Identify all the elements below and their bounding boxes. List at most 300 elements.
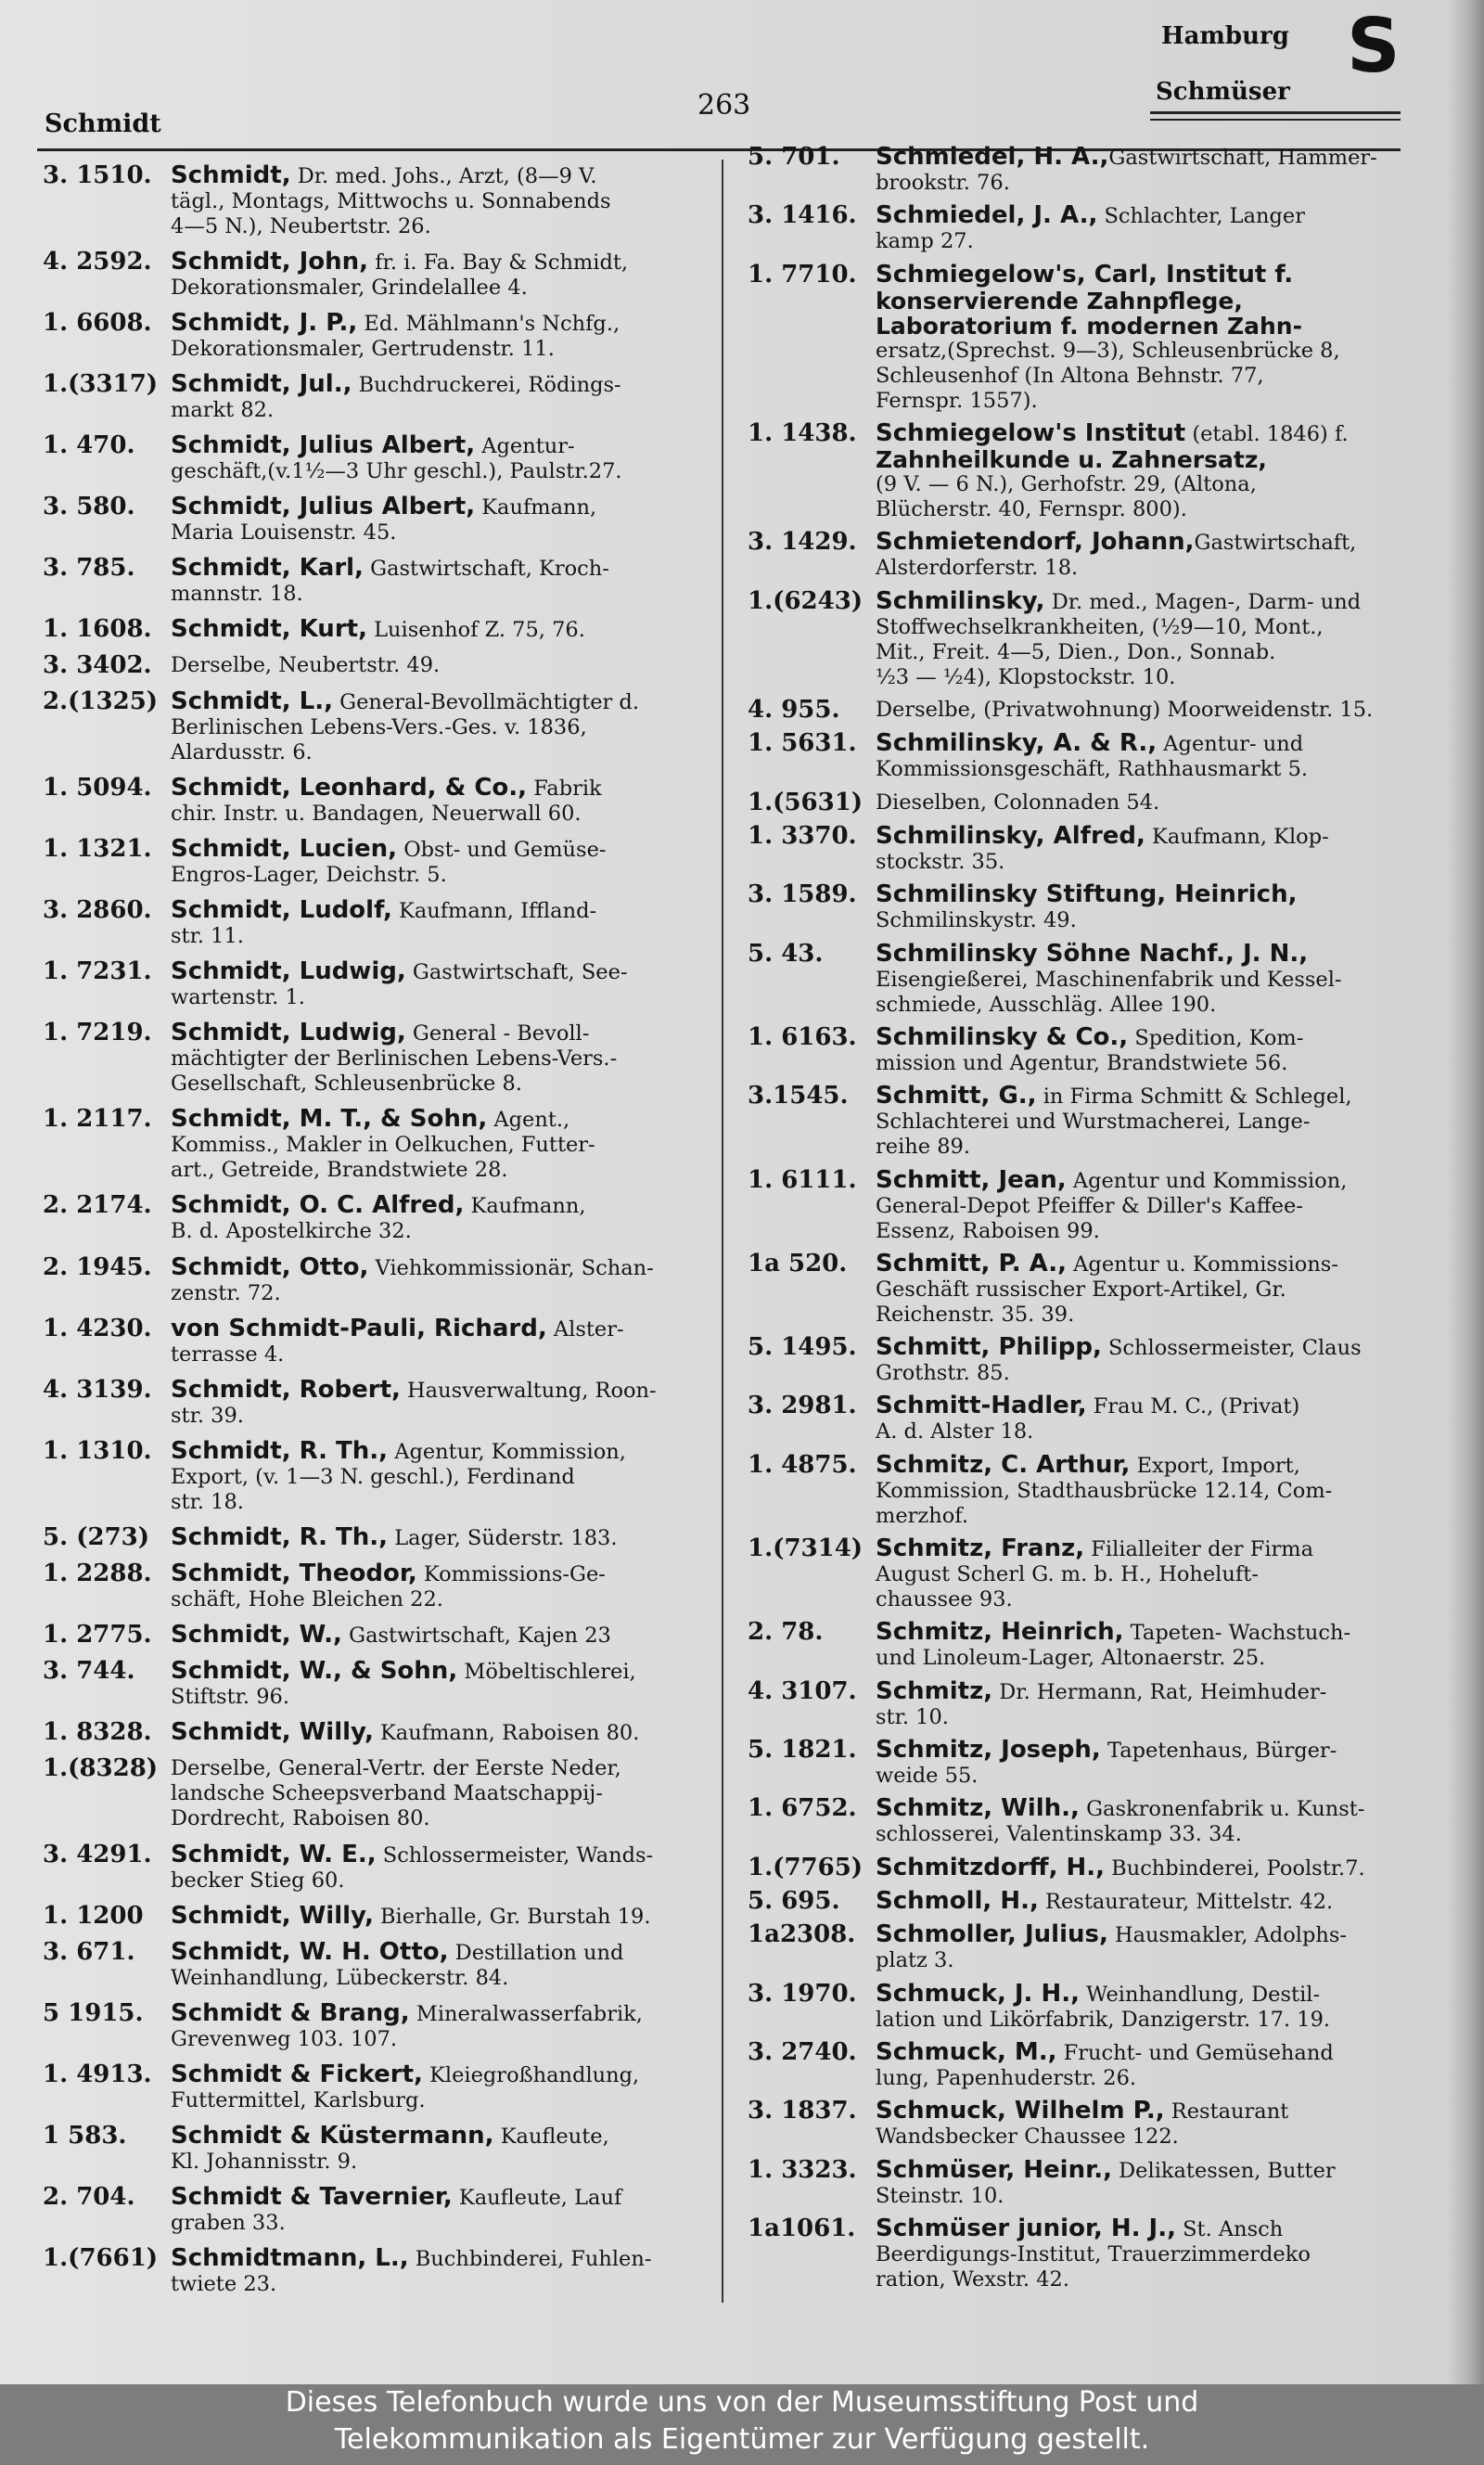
phone-number: 5. 701. (748, 143, 840, 171)
entry-continuation: weide 55. (876, 1764, 979, 1789)
entry-continuation: Grevenweg 103. 107. (171, 2026, 398, 2051)
entry-continuation: reihe 89. (876, 1135, 971, 1160)
phone-number: 1. 1438. (748, 418, 857, 447)
entry-name: von Schmidt-Pauli, Richard, (171, 1314, 547, 1342)
phone-number: 1. 7231. (43, 957, 152, 986)
entry-details: Gaskronenfabrik u. Kunst- (1079, 1797, 1365, 1822)
entry-continuation: Eisengießerei, Maschinenfabrik und Kessel- (876, 967, 1342, 992)
phone-number: 1. 1200 (43, 1901, 144, 1930)
directory-entry (43, 433, 709, 484)
entry-name: Schmoller, Julius, (876, 1920, 1108, 1949)
directory-entry (748, 1335, 1423, 1386)
directory-entry (43, 1937, 709, 1991)
entry-continuation: mission und Agentur, Brandstwiete 56. (876, 1050, 1288, 1075)
entry-details: Buchbinderei, Poolstr.7. (1105, 1855, 1365, 1881)
entry-continuation: Maria Louisenstr. 45. (171, 520, 397, 546)
entry-continuation: ration, Wexstr. 42. (876, 2267, 1070, 2292)
column-divider (722, 160, 723, 2303)
entry-details: Destillation und (448, 1940, 624, 1965)
phone-number: 3. 1589. (748, 880, 857, 909)
phone-number: 1. 6163. (748, 1022, 857, 1051)
footer-notice (0, 2384, 1484, 2465)
phone-number: 1.(5631) (748, 788, 864, 816)
entry-details: Restaurateur, Mittelstr. 42. (1038, 1890, 1334, 1915)
directory-entry (748, 939, 1423, 1018)
phone-number: 3.1545. (748, 1082, 849, 1111)
entry-name: Schmitz, C. Arthur, (876, 1450, 1131, 1479)
entry-name: Schmuck, J. H., (876, 1979, 1080, 2008)
entry-details: (etabl. 1846) f. (1185, 421, 1349, 446)
phone-number: 3. 1837. (748, 2097, 857, 2125)
directory-entry (748, 586, 1423, 690)
directory-entry (748, 2216, 1423, 2292)
entry-continuation: Berlinischen Lebens-Vers.-Ges. v. 1836, (171, 715, 587, 740)
entry-continuation: konservierende Zahnpflege, (876, 287, 1243, 315)
phone-number: 2. 704. (43, 2182, 135, 2211)
phone-number: 5. (273) (43, 1522, 150, 1551)
directory-entry (43, 617, 709, 643)
directory-entry (43, 311, 709, 362)
entry-name: Schmilinsky Stiftung, Heinrich, (876, 880, 1298, 909)
entry-name: Schmidt, Julius Albert, (171, 493, 476, 521)
entry-details: Export, Import, (1130, 1453, 1300, 1478)
entry-name: Schmilinsky, A. & R., (876, 729, 1158, 758)
phone-number: 1.(7314) (748, 1534, 864, 1563)
phone-number: 1. 6752. (748, 1794, 857, 1823)
entry-name: Schmidt, W. E., (171, 1840, 377, 1868)
entry-continuation: markt 82. (171, 398, 275, 423)
directory-entry (43, 1842, 709, 1894)
phone-number: 1. 4913. (43, 2060, 152, 2088)
entry-details: Delikatessen, Butter (1111, 2158, 1336, 2183)
entry-name: Schmitt-Hadler, (876, 1392, 1087, 1420)
entry-details: Agentur- (475, 434, 575, 459)
entry-continuation: Alardusstr. 6. (171, 740, 313, 765)
phone-number: 5. 695. (748, 1887, 840, 1916)
entry-name: Schmidt, M. T., & Sohn, (171, 1105, 488, 1134)
entry-name: Schmidt, Willy, (171, 1901, 374, 1930)
phone-number: 3. 1970. (748, 1979, 857, 2008)
phone-number: 3. 2981. (748, 1392, 857, 1420)
entry-details: Schlossermeister, Wands- (376, 1842, 654, 1868)
entry-name: Schmüser junior, H. J., (876, 2215, 1176, 2242)
phone-number: 2.(1325) (43, 687, 159, 716)
entry-details: in Firma Schmitt & Schlegel, (1036, 1085, 1352, 1110)
phone-number: 3. 744. (43, 1656, 135, 1685)
entry-name: Schmiegelow's, Carl, Institut f. (876, 260, 1294, 289)
phone-number: 1. 8328. (43, 1717, 152, 1746)
phone-number: 1. 3323. (748, 2155, 857, 2184)
phone-number: 1.(7765) (748, 1853, 864, 1881)
entry-continuation: Gesellschaft, Schleusenbrücke 8. (171, 1072, 522, 1097)
phone-number: 3. 3402. (43, 651, 152, 680)
entry-continuation: merzhof. (876, 1503, 968, 1528)
entry-details: Dr. med. Johs., Arzt, (8—9 V. (290, 164, 597, 188)
entry-details: Derselbe, Neubertstr. 49. (171, 653, 441, 678)
entry-name: Schmidt, Otto, (171, 1252, 369, 1281)
entry-name: Schmitz, Franz, (876, 1534, 1085, 1563)
directory-entry (43, 1656, 709, 1710)
entry-continuation: lung, Papenhuderstr. 26. (876, 2066, 1137, 2091)
entry-details: Kleiegroßhandlung, (422, 2062, 640, 2087)
entry-continuation: wartenstr. 1. (171, 985, 305, 1010)
entry-continuation: Zahnheilkunde u. Zahnersatz, (876, 445, 1267, 473)
entry-continuation: platz 3. (876, 1948, 954, 1973)
phone-number: 1. 2117. (43, 1105, 152, 1134)
entry-details: Hausverwaltung, Roon- (400, 1378, 657, 1403)
entry-continuation: Fernspr. 1557). (876, 388, 1038, 413)
entry-name: Schmidt, Willy, (171, 1717, 374, 1746)
directory-entry (748, 790, 1423, 815)
entry-details: Schlachter, Langer (1097, 204, 1305, 229)
entry-continuation: Dordrecht, Raboisen 80. (171, 1805, 430, 1830)
entry-continuation: Dekorationsmaler, Grindelallee 4. (171, 276, 528, 301)
phone-number: 3. 1416. (748, 201, 857, 230)
entry-continuation: Laboratorium f. modernen Zahn- (876, 312, 1302, 340)
directory-entry (43, 556, 709, 607)
entry-continuation: Steinstr. 10. (876, 2183, 1004, 2208)
phone-number: 2. 78. (748, 1618, 824, 1647)
entry-name: Schmidt, R. Th., (171, 1436, 389, 1465)
phone-number: 5. 1495. (748, 1333, 857, 1362)
header-rule-top (1150, 111, 1401, 114)
entry-details: Kaufmann, Klop- (1145, 824, 1329, 849)
directory-entry (43, 1753, 709, 1831)
phone-number: 1.(6243) (748, 586, 864, 615)
phone-number: 1. 5094. (43, 774, 152, 802)
directory-entry (43, 250, 709, 301)
entry-details: Dr. med., Magen-, Darm- und (1044, 589, 1362, 614)
entry-name: Schmilinsky, (876, 586, 1045, 615)
entry-details: Frau M. C., (Privat) (1086, 1394, 1300, 1419)
directory-entry (748, 2099, 1423, 2150)
entry-name: Schmidt & Tavernier, (171, 2182, 453, 2211)
entry-details: Tapetenhaus, Bürger- (1100, 1739, 1337, 1764)
entry-continuation: tägl., Montags, Mittwochs u. Sonnabends (171, 189, 611, 213)
entry-continuation: A. d. Alster 18. (876, 1419, 1034, 1444)
entry-details: Kaufmann, (475, 495, 597, 520)
entry-details: Weinhandlung, Destil- (1080, 1982, 1321, 2007)
entry-details: Gastwirtschaft, (1194, 531, 1357, 556)
entry-continuation: Kommiss., Makler in Oelkuchen, Futter- (171, 1133, 595, 1158)
phone-number: 1. 2775. (43, 1620, 152, 1649)
directory-entry (43, 1107, 709, 1183)
page-number: 263 (697, 89, 751, 122)
header-right-keyword: Schmüser (1156, 78, 1290, 106)
directory-entry (43, 2062, 709, 2113)
entry-continuation: lation und Likörfabrik, Danzigerstr. 17. 19. (876, 2007, 1331, 2032)
directory-entry (43, 2121, 709, 2175)
entry-details: Gastwirtschaft, Hammer- (1108, 146, 1377, 170)
entry-details: Obst- und Gemüse- (397, 838, 607, 863)
entry-details: Agentur und Kommission, (1066, 1168, 1348, 1193)
directory-entry (748, 882, 1423, 933)
entry-name: Schmitz, Heinrich, (876, 1618, 1124, 1647)
entry-continuation: zenstr. 72. (171, 1280, 281, 1305)
phone-number: 1.(7661) (43, 2244, 159, 2272)
phone-number: 1. 5631. (748, 729, 857, 758)
phone-number: 3. 4291. (43, 1840, 152, 1868)
directory-entry (748, 203, 1423, 254)
entry-name: Schmidt & Fickert, (171, 2060, 423, 2088)
phone-number: 3. 2860. (43, 896, 152, 925)
directory-entry (43, 1193, 709, 1244)
entry-continuation: graben 33. (171, 2210, 286, 2235)
entry-continuation: Kommissionsgeschäft, Rathhausmarkt 5. (876, 757, 1309, 782)
phone-number: 3. 671. (43, 1937, 135, 1966)
entry-details: Möbeltischlerei, (457, 1659, 636, 1684)
entry-name: Schmiedel, J. A., (876, 201, 1098, 230)
entry-name: Schmitt, Philipp, (876, 1333, 1102, 1362)
entry-continuation: Schleusenhof (In Altona Behnstr. 77, (876, 363, 1264, 388)
entry-details: Frucht- und Gemüsehand (1056, 2041, 1334, 2066)
entry-continuation: ersatz,(Sprechst. 9—3), Schleusenbrücke 8, (876, 338, 1340, 363)
directory-entry (748, 1084, 1423, 1160)
directory-entry (43, 1375, 709, 1429)
header-rule-top-2 (1150, 119, 1401, 121)
entry-name: Schmietendorf, Johann, (876, 528, 1195, 557)
directory-entry (43, 1436, 709, 1515)
directory-entry (748, 1536, 1423, 1612)
entry-continuation: B. d. Apostelkirche 32. (171, 1219, 412, 1244)
page-edge-shadow (1447, 0, 1484, 2384)
entry-details: Gastwirtschaft, See- (405, 960, 628, 985)
phone-number: 2. 1945. (43, 1252, 152, 1281)
entry-continuation: Geschäft russischer Export-Artikel, Gr. (876, 1277, 1286, 1302)
directory-entry (43, 689, 709, 765)
directory-entry (43, 1522, 709, 1551)
directory-entry (748, 2040, 1423, 2091)
phone-number: 4. 955. (748, 695, 840, 724)
entry-continuation: Stiftstr. 96. (171, 1684, 289, 1709)
entry-name: Schmidt, Theodor, (171, 1559, 417, 1587)
entry-continuation: str. 18. (171, 1489, 244, 1514)
entry-name: Schmidt, W., & Sohn, (171, 1656, 458, 1685)
entry-continuation: Wandsbecker Chaussee 122. (876, 2125, 1179, 2150)
entry-continuation: art., Getreide, Brandstwiete 28. (171, 1158, 508, 1183)
entry-continuation: str. 39. (171, 1403, 244, 1428)
entry-details: Kaufmann, (464, 1194, 586, 1219)
directory-entry (748, 1676, 1423, 1730)
entry-details: Luisenhof Z. 75, 76. (366, 618, 585, 643)
entry-details: Viehkommissionär, Schan- (368, 1255, 654, 1280)
entry-details: Buchbinderei, Fuhlen- (408, 2247, 652, 2271)
entry-name: Schmidt, R. Th., (171, 1522, 389, 1551)
entry-details: General - Bevoll- (405, 1021, 590, 1046)
entry-continuation: und Linoleum-Lager, Altonaerstr. 25. (876, 1646, 1266, 1671)
header-city: Hamburg (1161, 22, 1289, 50)
entry-name: Schmilinsky Söhne Nachf., J. N., (876, 939, 1309, 968)
phone-number: 3. 2740. (748, 2038, 857, 2067)
phone-number: 5 1915. (43, 1998, 144, 2027)
directory-entry (748, 1165, 1423, 1244)
directory-entry (748, 530, 1423, 581)
entry-name: Schmitz, (876, 1676, 993, 1705)
entry-continuation: ½3 — ½4), Klopstockstr. 10. (876, 664, 1176, 689)
entry-details: Buchdruckerei, Rödings- (352, 373, 621, 398)
entry-name: Schmüser, Heinr., (876, 2155, 1112, 2184)
entry-details: Kaufmann, Raboisen 80. (373, 1720, 640, 1745)
entry-continuation: Alsterdorferstr. 18. (876, 556, 1079, 581)
phone-number: 4. 2592. (43, 248, 152, 276)
directory-entry (43, 372, 709, 423)
header-left-keyword: Schmidt (45, 109, 161, 138)
directory-entry (43, 776, 709, 827)
directory-entry (748, 1450, 1423, 1529)
entry-continuation: becker Stieg 60. (171, 1868, 345, 1893)
phone-number: 1.(8328) (43, 1753, 159, 1782)
entry-continuation: mächtigter der Berlinischen Lebens-Vers.- (171, 1046, 618, 1072)
phone-number: 5. 43. (748, 939, 824, 968)
directory-entry (748, 2155, 1423, 2209)
entry-details: Restaurant (1164, 2099, 1289, 2125)
entry-details: Derselbe, (Privatwohnung) Moorweidenstr. 15. (876, 697, 1374, 722)
phone-number: 1. 1321. (43, 835, 152, 864)
entry-details: Derselbe, General-Vertr. der Eerste Neder, (171, 1755, 621, 1780)
directory-entry (748, 418, 1423, 522)
entry-name: Schmidt, J. P., (171, 309, 358, 338)
entry-name: Schmidt & Küstermann, (171, 2121, 494, 2150)
phone-number: 4. 3107. (748, 1676, 857, 1705)
entry-name: Schmidt, W., (171, 1620, 342, 1649)
entry-name: Schmidtmann, L., (171, 2244, 409, 2272)
entry-continuation: Stoffwechselkrankheiten, (½9—10, Mont., (876, 614, 1324, 639)
directory-entry (43, 1021, 709, 1097)
directory-entry (43, 1717, 709, 1746)
entry-name: Schmiedel, H. A., (876, 143, 1109, 171)
directory-entry (43, 837, 709, 888)
entry-continuation: Reichenstr. 35. 39. (876, 1302, 1075, 1327)
entry-continuation: Schmilinskystr. 49. (876, 908, 1077, 933)
entry-continuation: chaussee 93. (876, 1587, 1013, 1612)
entry-continuation: kamp 27. (876, 229, 974, 254)
directory-entry (748, 1393, 1423, 1444)
directory-entry (43, 1561, 709, 1612)
entry-details: St. Ansch (1175, 2217, 1284, 2241)
entry-continuation: Kommission, Stadthausbrücke 12.14, Com- (876, 1478, 1333, 1503)
entry-details: General-Bevollmächtigter d. (332, 690, 639, 715)
directory-entry (43, 2182, 709, 2236)
entry-name: Schmidt, Lucien, (171, 835, 398, 864)
entry-details: Fabrik (527, 777, 602, 802)
phone-number: 1.(3317) (43, 370, 159, 399)
directory-entry (748, 145, 1423, 196)
entry-name: Schmoll, H., (876, 1887, 1039, 1916)
phone-number: 3. 1429. (748, 528, 857, 557)
entry-continuation: stockstr. 35. (876, 849, 1005, 874)
footer-line-1: Dieses Telefonbuch wurde uns von der Museumsstiftung Post und (285, 2386, 1199, 2419)
entry-details: Kommissions-Ge- (416, 1561, 606, 1586)
phone-number: 1a1061. (748, 2215, 856, 2242)
entry-name: Schmilinsky, Alfred, (876, 821, 1145, 850)
entry-continuation: August Scherl G. m. b. H., Hoheluft- (876, 1562, 1259, 1587)
entry-details: Filialleiter der Firma (1084, 1537, 1314, 1562)
entry-details: Mineralwasserfabrik, (409, 2001, 643, 2026)
entry-details: Kaufmann, Iffland- (391, 899, 597, 924)
entry-name: Schmidt, (171, 161, 291, 189)
entry-continuation: Mit., Freit. 4—5, Dien., Don., Sonnab. (876, 639, 1276, 664)
directory-entry (748, 1855, 1423, 1881)
entry-continuation: Essenz, Raboisen 99. (876, 1218, 1100, 1243)
entry-name: Schmuck, Wilhelm P., (876, 2097, 1165, 2125)
entry-continuation: chir. Instr. u. Bandagen, Neuerwall 60. (171, 802, 582, 827)
directory-entry (748, 1796, 1423, 1847)
directory-entry (43, 653, 709, 678)
directory-entry (748, 1889, 1423, 1915)
directory-entry (43, 163, 709, 239)
header-letter: S (1347, 3, 1401, 89)
entry-name: Schmitzdorff, H., (876, 1853, 1106, 1881)
phone-number: 4. 3139. (43, 1375, 152, 1404)
entry-details: Gastwirtschaft, Kajen 23 (341, 1623, 611, 1648)
entry-name: Schmidt, Ludwig, (171, 1019, 406, 1047)
entry-continuation: schmiede, Ausschläg. Allee 190. (876, 992, 1217, 1017)
entry-continuation: Engros-Lager, Deichstr. 5. (171, 863, 447, 888)
entry-details: Tapeten- Wachstuch- (1123, 1621, 1351, 1646)
entry-continuation: Schlachterei und Wurstmacherei, Lange- (876, 1110, 1311, 1135)
entry-name: Schmitz, Wilh., (876, 1794, 1080, 1823)
directory-entry (748, 1979, 1423, 2033)
entry-name: Schmidt, John, (171, 248, 369, 276)
entry-details: Spedition, Kom- (1128, 1025, 1304, 1050)
phone-number: 1 583. (43, 2121, 127, 2150)
entry-name: Schmidt, Kurt, (171, 615, 367, 644)
entry-name: Schmitt, Jean, (876, 1165, 1067, 1194)
entry-details: Lager, Süderstr. 183. (388, 1525, 618, 1550)
entry-details: Dieselben, Colonnaden 54. (876, 790, 1160, 815)
entry-continuation: landsche Scheepsverband Maatschappij- (171, 1780, 603, 1805)
entry-details: Agentur, Kommission, (388, 1439, 626, 1464)
entry-continuation: terrasse 4. (171, 1342, 285, 1367)
entry-details: Agentur- und (1157, 732, 1304, 757)
directory-entry (43, 494, 709, 546)
directory-entry (43, 1901, 709, 1930)
entry-continuation: brookstr. 76. (876, 171, 1010, 195)
directory-entry (748, 1249, 1423, 1328)
entry-name: Schmidt, L., (171, 687, 333, 716)
directory-entry (43, 1316, 709, 1367)
entry-continuation: geschäft,(v.1½—3 Uhr geschl.), Paulstr.27. (171, 459, 622, 484)
entry-name: Schmidt, Ludolf, (171, 896, 392, 925)
entry-name: Schmidt, Julius Albert, (171, 431, 476, 460)
entry-continuation: 4—5 N.), Neubertstr. 26. (171, 214, 431, 238)
entry-continuation: schäft, Hohe Bleichen 22. (171, 1586, 443, 1611)
entry-continuation: twiete 23. (171, 2272, 277, 2296)
directory-entry (748, 821, 1423, 875)
entry-details: Kaufleute, (493, 2124, 609, 2149)
directory-entry (748, 1620, 1423, 1671)
entry-continuation: General-Depot Pfeiffer & Diller's Kaffee- (876, 1193, 1303, 1218)
entry-continuation: Export, (v. 1—3 N. geschl.), Ferdinand (171, 1464, 575, 1489)
entry-continuation: Dekorationsmaler, Gertrudenstr. 11. (171, 337, 555, 362)
phone-number: 1. 3370. (748, 821, 857, 850)
phone-number: 1. 470. (43, 431, 135, 460)
directory-entry (43, 2246, 709, 2297)
entry-continuation: str. 11. (171, 924, 244, 949)
phone-number: 3. 1510. (43, 161, 152, 189)
phone-number: 1. 6111. (748, 1165, 857, 1194)
phone-number: 1. 7219. (43, 1019, 152, 1047)
entry-details: Kaufleute, Lauf (452, 2185, 622, 2210)
entry-name: Schmitt, P. A., (876, 1249, 1068, 1277)
entry-continuation: Grothstr. 85. (876, 1361, 1010, 1386)
phone-number: 1. 1310. (43, 1436, 152, 1465)
entry-details: Agent., (487, 1108, 570, 1133)
entry-continuation: schlosserei, Valentinskamp 33. 34. (876, 1822, 1242, 1847)
directory-entry (43, 1998, 709, 2052)
phone-number: 1. 2288. (43, 1559, 152, 1587)
entry-details: Ed. Mählmann's Nchfg., (357, 312, 620, 337)
